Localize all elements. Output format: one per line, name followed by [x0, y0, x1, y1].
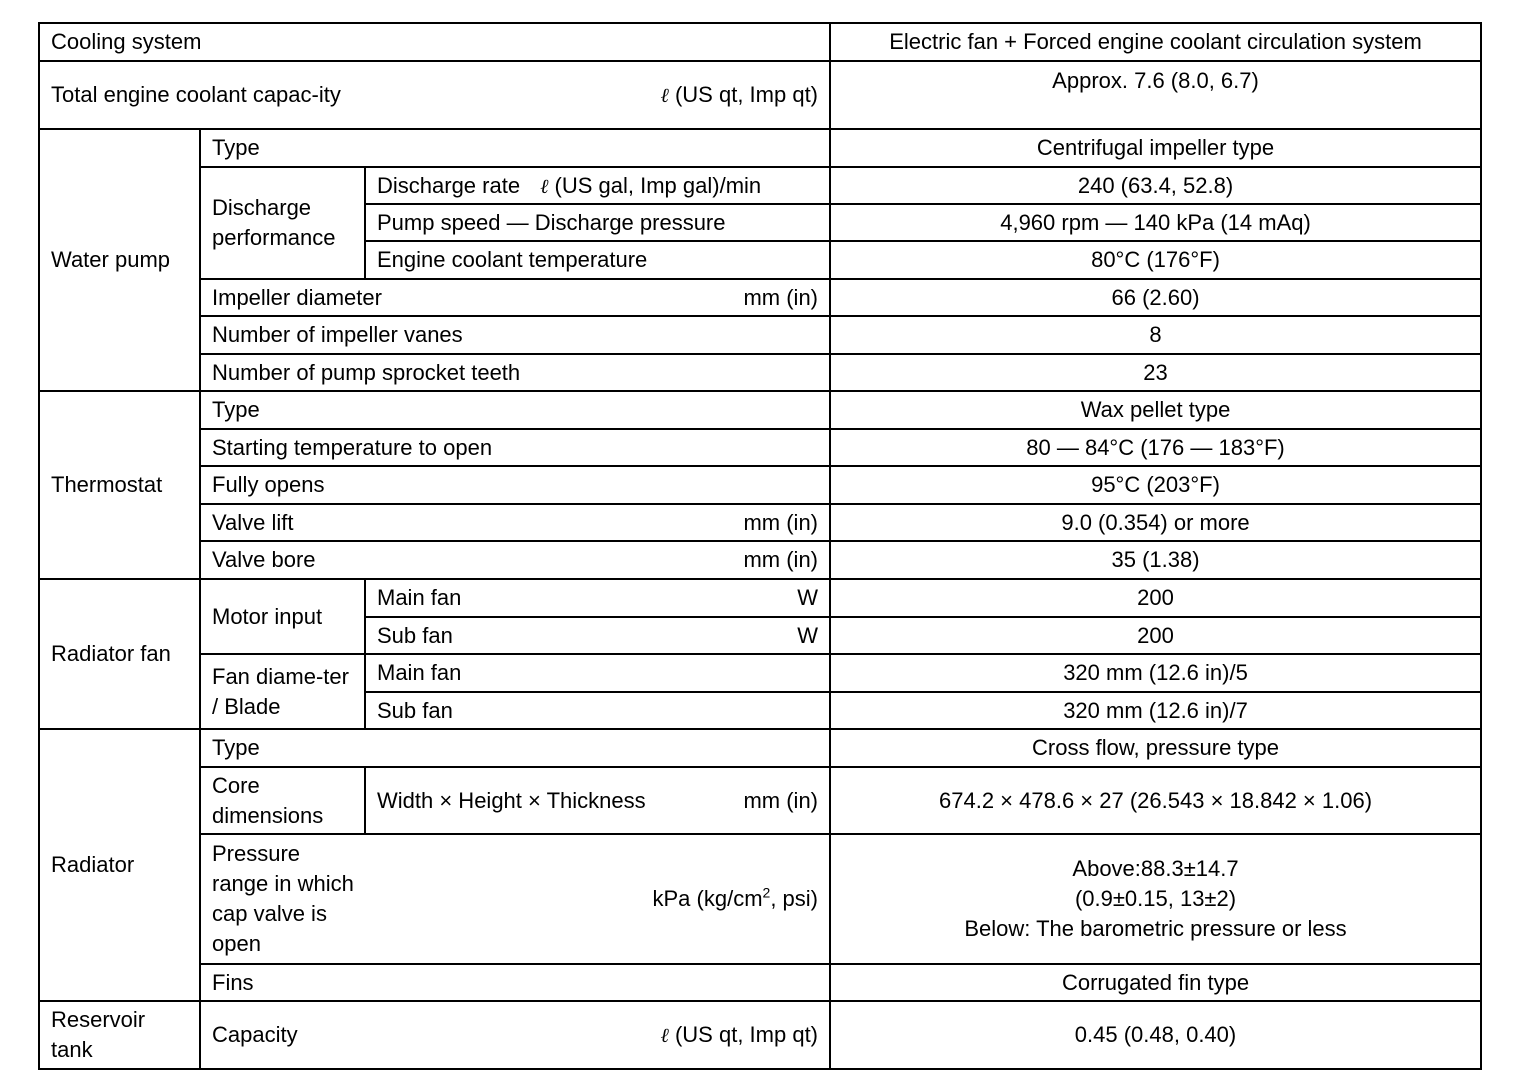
litre-symbol: ℓ [540, 173, 549, 198]
row-th-start-temp [39, 429, 1481, 466]
row-rf-motor-main [39, 579, 1481, 617]
reservoir-capacity-unit-text: (US qt, Imp qt) [668, 1022, 819, 1047]
discharge-rate-unit-text: (US gal, Imp gal)/min [548, 172, 762, 198]
total-capacity-unit-text: (US qt, Imp qt) [668, 82, 819, 107]
row-wp-impeller-vanes [39, 316, 1481, 354]
row-th-type [39, 391, 1481, 429]
valve-lift-value: 9.0 (0.354) or more [830, 504, 1481, 541]
row-cooling-system [39, 23, 1481, 61]
pressure-value [830, 834, 1481, 964]
coolant-temp-label: Engine coolant temperature [365, 241, 830, 279]
thermostat-label: Thermostat [39, 391, 200, 579]
total-capacity-unit [661, 80, 819, 110]
reservoir-capacity-cell [200, 1001, 830, 1069]
impeller-diameter-unit: mm (in) [743, 284, 819, 310]
discharge-rate-cell [365, 167, 830, 204]
reservoir-label: Reservoir tank [39, 1001, 200, 1069]
row-rad-pressure [39, 834, 1481, 964]
fins-value: Corrugated fin type [830, 964, 1481, 1001]
pump-speed-label: Pump speed — Discharge pressure [365, 204, 830, 241]
cooling-system-label: Cooling system [39, 23, 830, 61]
total-capacity-label: Total engine coolant capac-ity [51, 82, 341, 107]
impeller-diameter-label: Impeller diameter [212, 284, 382, 310]
discharge-rate-value: 240 (63.4, 52.8) [830, 167, 1481, 204]
motor-main-unit: W [797, 585, 819, 610]
radiator-fan-label: Radiator fan [39, 579, 200, 729]
radiator-label: Radiator [39, 729, 200, 1001]
discharge-rate-unit [540, 171, 761, 201]
pressure-value-line1: Above:88.3±14.7 [1072, 856, 1239, 881]
row-rf-diameter-main [39, 654, 1481, 692]
pressure-unit-b: , psi) [770, 886, 819, 911]
cooling-system-value: Electric fan + Forced engine coolant circulation system [830, 23, 1481, 61]
motor-input-label: Motor input [200, 579, 365, 654]
sprocket-teeth-label: Number of pump sprocket teeth [200, 354, 830, 391]
impeller-diameter-cell [200, 279, 830, 316]
reservoir-capacity-label: Capacity [212, 1022, 298, 1047]
core-dimensions-unit: mm (in) [743, 787, 819, 813]
th-type-label: Type [200, 391, 830, 429]
core-dimensions-sublabel: Width × Height × Thickness [377, 787, 646, 813]
impeller-diameter-value: 66 (2.60) [830, 279, 1481, 316]
valve-bore-cell [200, 541, 830, 579]
impeller-vanes-value: 8 [830, 316, 1481, 354]
pressure-unit-a: kPa (kg/cm [652, 886, 763, 911]
water-pump-label: Water pump [39, 129, 200, 391]
discharge-performance-label: Discharge performance [200, 167, 365, 279]
impeller-vanes-label: Number of impeller vanes [200, 316, 830, 354]
wp-type-value: Centrifugal impeller type [830, 129, 1481, 167]
valve-lift-cell [200, 504, 830, 541]
row-wp-sprocket-teeth [39, 354, 1481, 391]
row-th-valve-bore [39, 541, 1481, 579]
motor-sub-cell [365, 617, 830, 654]
valve-lift-label: Valve lift [212, 509, 294, 535]
cooling-spec-table [38, 22, 1482, 1070]
row-wp-impeller-diameter [39, 279, 1481, 316]
row-th-fully-opens [39, 466, 1481, 504]
wp-type-label: Type [200, 129, 830, 167]
row-th-valve-lift [39, 504, 1481, 541]
rad-type-label: Type [200, 729, 830, 767]
row-rad-core [39, 767, 1481, 834]
coolant-temp-value: 80°C (176°F) [830, 241, 1481, 279]
row-rad-fins [39, 964, 1481, 1001]
th-type-value: Wax pellet type [830, 391, 1481, 429]
core-dimensions-cell [365, 767, 830, 834]
total-capacity-cell [39, 61, 830, 129]
pressure-value-line3: Below: The barometric pressure or less [964, 916, 1347, 941]
diameter-sub-value: 320 mm (12.6 in)/7 [830, 692, 1481, 729]
core-dimensions-value: 674.2 × 478.6 × 27 (26.543 × 18.842 × 1.06) [830, 767, 1481, 834]
fully-opens-value: 95°C (203°F) [830, 466, 1481, 504]
pump-speed-value: 4,960 rpm — 140 kPa (14 mAq) [830, 204, 1481, 241]
diameter-main-value: 320 mm (12.6 in)/5 [830, 654, 1481, 692]
start-temp-value: 80 — 84°C (176 — 183°F) [830, 429, 1481, 466]
pressure-value-line2: (0.9±0.15, 13±2) [1074, 886, 1237, 911]
row-wp-type [39, 129, 1481, 167]
litre-symbol: ℓ [660, 83, 669, 107]
fins-label: Fins [200, 964, 830, 1001]
fully-opens-label: Fully opens [200, 466, 830, 504]
rad-type-value: Cross flow, pressure type [830, 729, 1481, 767]
row-rad-type [39, 729, 1481, 767]
total-capacity-value: Approx. 7.6 (8.0, 6.7) [830, 61, 1481, 129]
valve-bore-value: 35 (1.38) [830, 541, 1481, 579]
reservoir-capacity-value: 0.45 (0.48, 0.40) [830, 1001, 1481, 1069]
valve-bore-unit: mm (in) [743, 547, 819, 572]
motor-main-value: 200 [830, 579, 1481, 617]
motor-sub-label: Sub fan [377, 622, 453, 648]
valve-lift-unit: mm (in) [743, 509, 819, 535]
start-temp-label: Starting temperature to open [200, 429, 830, 466]
pressure-cell [200, 834, 830, 964]
litre-symbol: ℓ [660, 1023, 669, 1047]
sprocket-teeth-value: 23 [830, 354, 1481, 391]
core-dimensions-label: Core dimensions [200, 767, 365, 834]
motor-sub-unit: W [797, 622, 819, 648]
row-total-capacity [39, 61, 1481, 129]
pressure-unit [653, 884, 819, 914]
row-wp-discharge-rate [39, 167, 1481, 204]
motor-main-cell [365, 579, 830, 617]
fan-diameter-label: Fan diame-ter / Blade [200, 654, 365, 729]
motor-main-label: Main fan [377, 585, 462, 610]
discharge-rate-label: Discharge rate [377, 172, 521, 198]
row-reservoir [39, 1001, 1481, 1069]
valve-bore-label: Valve bore [212, 547, 316, 572]
diameter-sub-label: Sub fan [365, 692, 830, 729]
reservoir-capacity-unit [661, 1020, 819, 1050]
motor-sub-value: 200 [830, 617, 1481, 654]
pressure-unit-sup: 2 [762, 884, 771, 901]
pressure-label: Pressure range in which cap valve is open [212, 841, 354, 956]
diameter-main-label: Main fan [365, 654, 830, 692]
